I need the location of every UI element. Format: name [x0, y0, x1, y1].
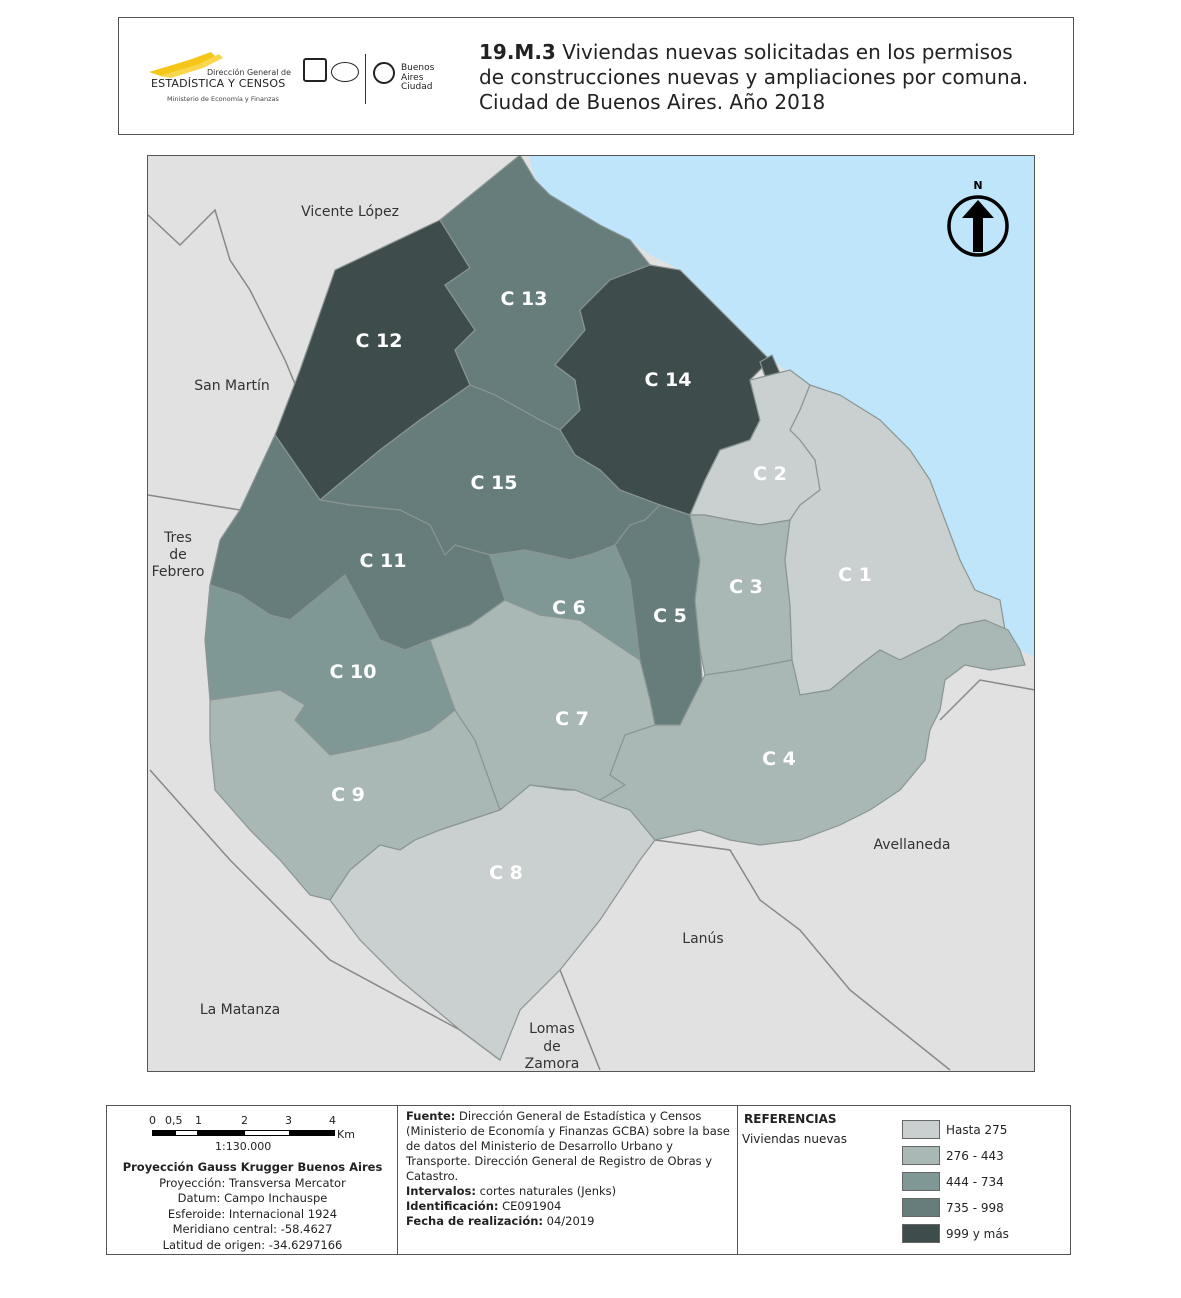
- identification-text: CE091904: [502, 1199, 562, 1213]
- legend-item: Hasta 275: [902, 1120, 1062, 1140]
- scale-tick-0: 0: [149, 1114, 156, 1127]
- label-c12: C 12: [355, 330, 403, 352]
- title-code: 19.M.3: [479, 40, 556, 64]
- seal-icon: [331, 62, 359, 82]
- choropleth-map: [147, 155, 1035, 1072]
- label-vicente-lopez: Vicente López: [301, 204, 399, 220]
- institution-emblem-icon: [303, 58, 327, 82]
- projection-line: Meridiano central: -58.4627: [172, 1222, 333, 1236]
- label-c3: C 3: [729, 576, 763, 598]
- label-c9: C 9: [331, 784, 365, 806]
- legend-subtitle: Viviendas nuevas: [742, 1132, 848, 1146]
- scale-seg-5: [290, 1130, 335, 1136]
- city-logo-text: Buenos Aires Ciudad: [401, 63, 435, 92]
- org-ministry: Ministerio de Economía y Finanzas: [167, 95, 279, 103]
- map-canvas: [147, 155, 1035, 1072]
- legend-title: REFERENCIAS: [744, 1112, 837, 1126]
- label-la-matanza: La Matanza: [199, 1002, 281, 1018]
- label-lanus: Lanús: [682, 931, 724, 947]
- label-lomas-1: Lomas: [529, 1021, 575, 1037]
- label-tres-de-febrero-3: Febrero: [151, 564, 205, 580]
- scale-tick-1: 1: [195, 1114, 202, 1127]
- map-footer: [106, 1105, 1071, 1255]
- title-line-3: Ciudad de Buenos Aires. Año 2018: [479, 90, 826, 114]
- legend-swatch: [902, 1224, 940, 1243]
- svg-text:N: N: [973, 179, 983, 192]
- source-panel: [398, 1106, 738, 1254]
- logo-divider: [365, 54, 366, 104]
- projection-info: [107, 1160, 398, 1253]
- legend-panel: [738, 1106, 1069, 1254]
- source-text: Dirección General de Estadística y Censos (Ministerio de Economía y Finanzas GCBA) sobre la base de datos del Ministerio de Desarrollo Urbano y Transporte. Dirección General de Registro de Obras y Catastro.: [406, 1109, 730, 1183]
- legend-swatch: [902, 1146, 940, 1165]
- projection-line: Proyección: Transversa Mercator: [159, 1175, 346, 1190]
- label-tres-de-febrero-2: de: [169, 547, 187, 563]
- label-lomas-3: Zamora: [524, 1056, 580, 1072]
- label-san-martin: San Martín: [194, 378, 270, 394]
- legend-swatch: [902, 1172, 940, 1191]
- projection-line: Latitud de origen: -34.6297166: [162, 1237, 343, 1252]
- label-c1: C 1: [838, 564, 872, 586]
- title-line-1: Viviendas nuevas solicitadas en los permisos: [562, 40, 1013, 64]
- scale-ratio: 1:130.000: [215, 1140, 272, 1153]
- scale-seg-1: [152, 1130, 175, 1136]
- scale-projection-panel: [107, 1106, 398, 1254]
- label-c6: C 6: [552, 597, 586, 619]
- intervals-text: cortes naturales (Jenks): [479, 1184, 617, 1198]
- legend-item: 735 - 998: [902, 1198, 1062, 1218]
- label-c5: C 5: [653, 605, 687, 627]
- dgec-logo: [149, 50, 299, 110]
- legend-item: 444 - 734: [902, 1172, 1062, 1192]
- scale-tick-3: 3: [285, 1114, 292, 1127]
- city-emblem-icon: [373, 62, 395, 84]
- projection-line: Esferoide: Internacional 1924: [167, 1206, 338, 1221]
- scale-tick-2: 2: [241, 1114, 248, 1127]
- legend-swatch: [902, 1120, 940, 1139]
- label-avellaneda: Avellaneda: [873, 837, 951, 853]
- scale-seg-4: [244, 1130, 290, 1136]
- scale-bar: [147, 1114, 367, 1154]
- label-c7: C 7: [555, 708, 589, 730]
- label-tres-de-febrero-1: Tres: [164, 530, 192, 546]
- label-c13: C 13: [500, 288, 548, 310]
- label-c11: C 11: [359, 550, 407, 572]
- scale-seg-3: [198, 1130, 244, 1136]
- label-c14: C 14: [644, 369, 692, 391]
- projection-line: Datum: Campo Inchauspe: [177, 1191, 328, 1205]
- label-c2: C 2: [753, 463, 787, 485]
- org-name-line1: Dirección General de: [207, 68, 292, 77]
- date-text: 04/2019: [546, 1214, 595, 1228]
- scale-seg-2: [175, 1130, 198, 1136]
- institution-logos: [301, 52, 441, 112]
- scale-unit: Km: [337, 1128, 355, 1141]
- legend-swatch: [902, 1198, 940, 1217]
- legend-item: 276 - 443: [902, 1146, 1062, 1166]
- label-c15: C 15: [470, 472, 518, 494]
- label-c8: C 8: [489, 862, 523, 884]
- title-line-2: de construcciones nuevas y ampliaciones por comuna.: [479, 65, 1029, 89]
- org-name-line2: ESTADÍSTICA Y CENSOS: [151, 77, 286, 90]
- map-title: [479, 40, 1028, 115]
- label-c4: C 4: [762, 748, 796, 770]
- map-header: [118, 17, 1074, 135]
- scale-tick-4: 4: [329, 1114, 336, 1127]
- label-c10: C 10: [329, 661, 377, 683]
- projection-title: Proyección Gauss Krugger Buenos Aires: [122, 1160, 383, 1174]
- source-info: Fuente: Dirección General de Estadística y Censos (Ministerio de Economía y Finanzas GCBA) sobre la base de datos del Ministerio de Desarrollo Urbano y Transporte. Dirección General de Registro de Obras y Catastro. Intervalos: cortes naturales (Jenks) Identificación: CE091904 Fecha de realización: 04/2019: [406, 1109, 730, 1228]
- label-lomas-2: de: [543, 1039, 561, 1055]
- legend-item: 999 y más: [902, 1224, 1062, 1244]
- scale-tick-05: 0,5: [165, 1114, 183, 1127]
